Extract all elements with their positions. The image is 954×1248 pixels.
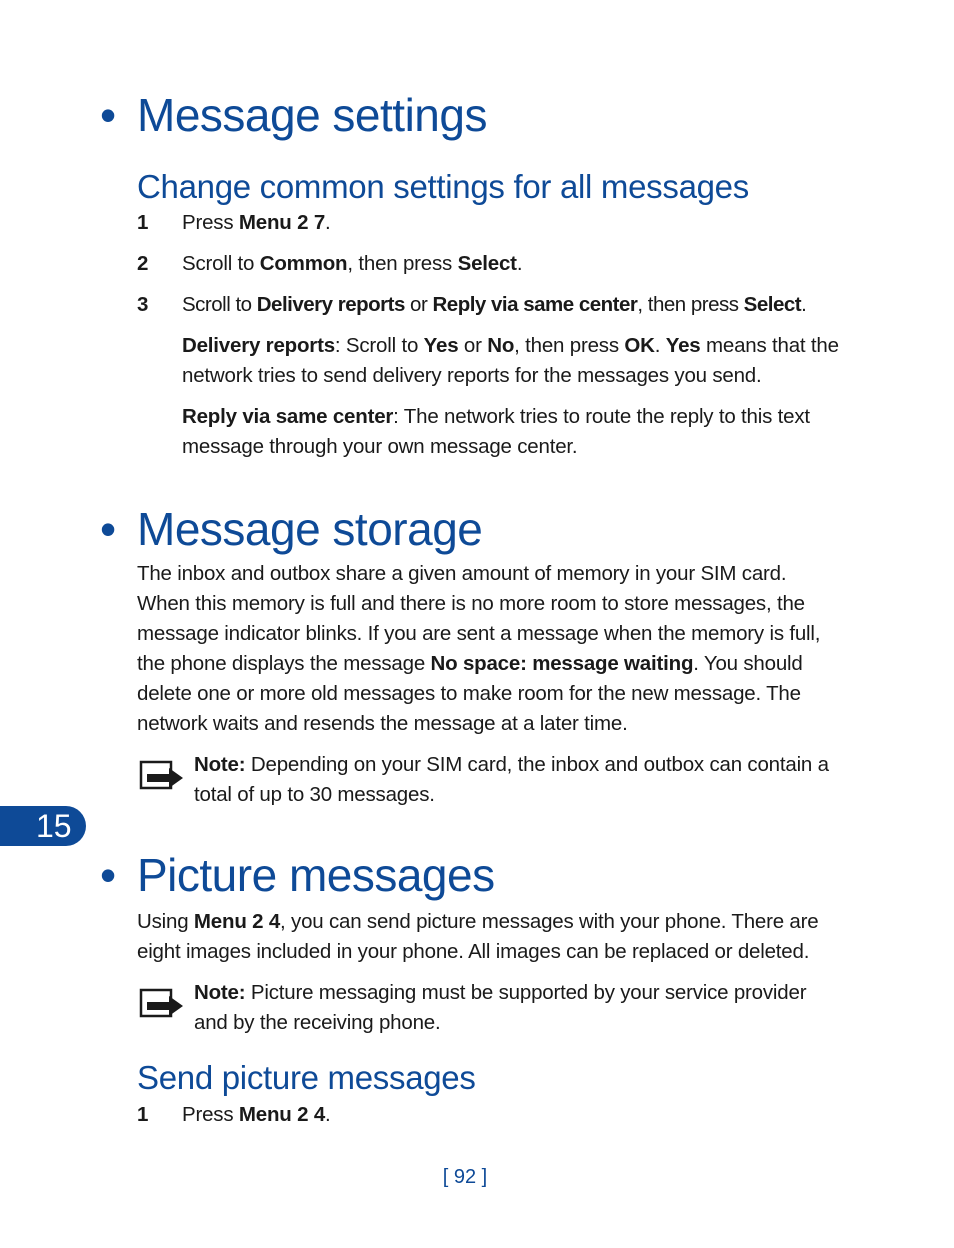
page-number: [ 92 ] — [442, 1166, 488, 1188]
heading-message-storage: • Message storage — [100, 503, 483, 555]
heading-picture-messages: • Picture messages — [100, 849, 495, 901]
subheading-change-common-settings: Change common settings for all messages — [137, 168, 749, 205]
reply-via-same-center-description: Reply via same center: The network tries to route the reply to this text message through your own message center. — [182, 405, 810, 458]
subheading-send-picture-messages: Send picture messages — [137, 1059, 476, 1096]
message-storage-paragraph: The inbox and outbox share a given amount of memory in your SIM card. When this memory is full and there is no more room to store messages, the message indicator blinks. If you are sent a message when the memory is full, the phone displays the message No space: message waiting. You should delete one or more old messages to make room for the new message. The network waits and resends the message at a later time. — [137, 562, 821, 735]
step-3: 3 Scroll to Delivery reports or Reply via same center, then press Select. — [137, 293, 807, 316]
delivery-reports-description: Delivery reports: Scroll to Yes or No, then press OK. Yes means that the network tries to send delivery reports for the messages you send. — [182, 334, 839, 387]
picture-note: Note: Picture messaging must be supported by your service provider and by the receiving phone. — [194, 981, 807, 1034]
note-icon — [139, 988, 187, 1020]
step-2: 2 Scroll to Common, then press Select. — [137, 252, 523, 275]
note-icon — [139, 760, 187, 792]
bullet-icon: • — [100, 89, 116, 141]
heading-message-settings: • Message settings — [100, 89, 487, 141]
send-picture-step-1: 1 Press Menu 2 4. — [137, 1103, 331, 1126]
picture-messages-paragraph: Using Menu 2 4, you can send picture messages with your phone. There are eight images included in your phone. All images can be replaced or deleted. — [137, 910, 819, 963]
bullet-icon: • — [100, 503, 116, 555]
chapter-tab: 15 — [0, 806, 86, 846]
step-1: 1 Press Menu 2 7. — [137, 211, 331, 234]
bullet-icon: • — [100, 849, 116, 901]
storage-note: Note: Depending on your SIM card, the inbox and outbox can contain a total of up to 30 messages. — [194, 753, 829, 806]
